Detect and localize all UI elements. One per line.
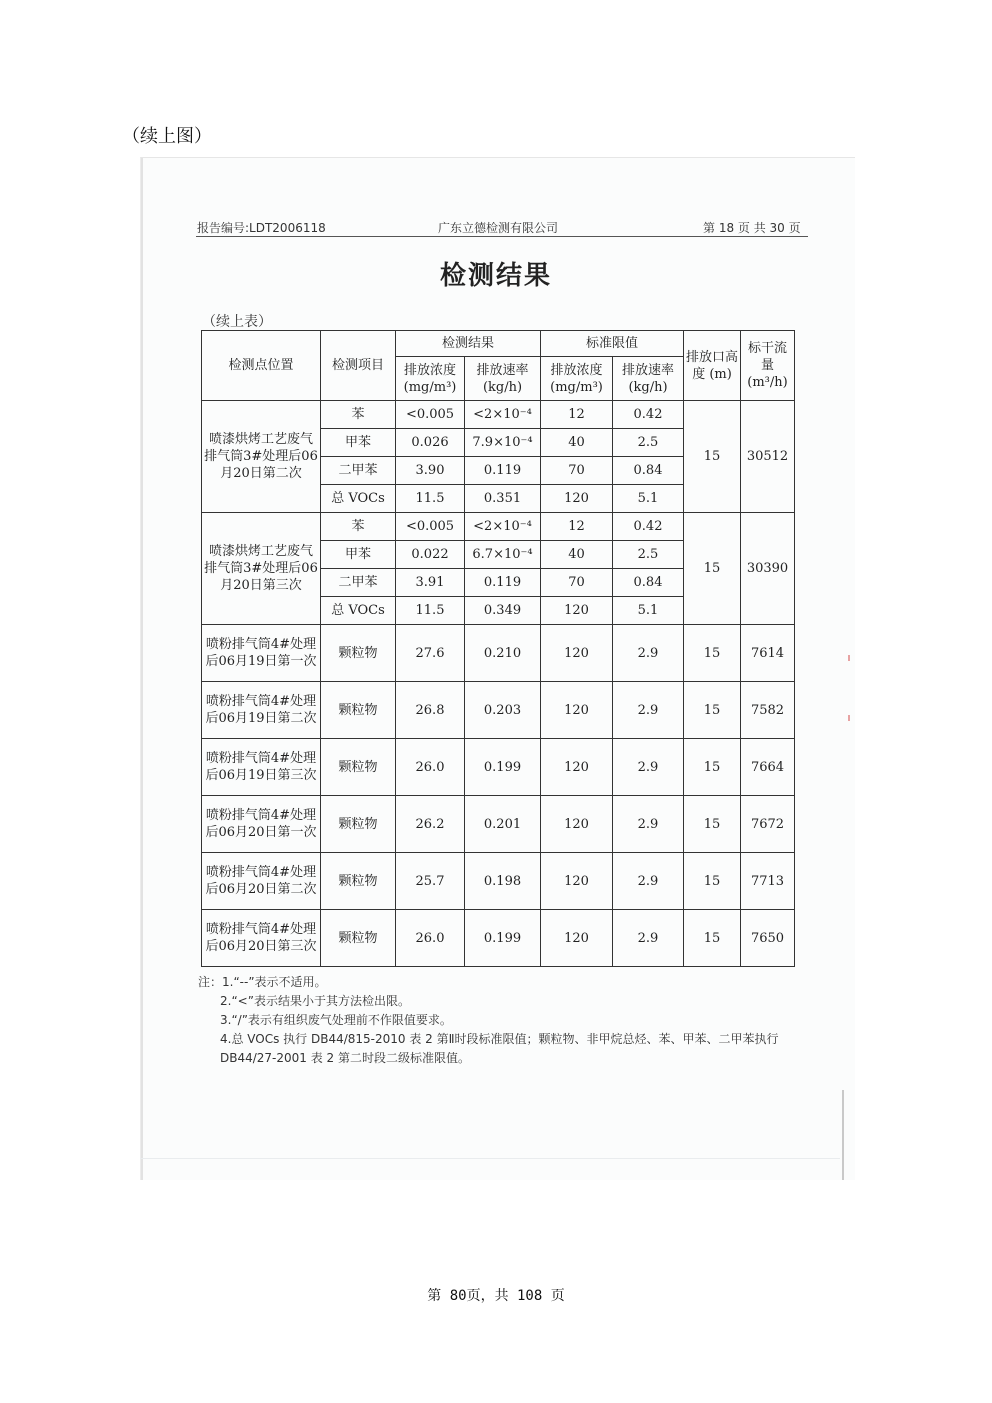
limit-rate-cell: 0.42 (613, 513, 684, 541)
location-cell: 喷粉排气筒4#处理后06月20日第三次 (202, 910, 321, 967)
col-location: 检测点位置 (202, 331, 321, 401)
header-divider (196, 236, 808, 237)
col-item: 检测项目 (321, 331, 396, 401)
table-row (202, 682, 795, 739)
report-number: 报告编号:LDT2006118 (197, 221, 326, 235)
height-cell: 15 (684, 682, 741, 739)
document-title: 检测结果 (439, 261, 552, 291)
rate-cell: 0.119 (465, 569, 541, 597)
item-cell: 颗粒物 (321, 853, 396, 910)
item-cell: 二甲苯 (321, 569, 396, 597)
item-cell: 苯 (321, 401, 396, 429)
flow-cell: 7650 (741, 910, 795, 967)
col-limit-rate: 排放速率 (kg/h) (613, 357, 684, 401)
height-cell: 15 (684, 796, 741, 853)
limit-conc-cell: 70 (541, 569, 613, 597)
item-cell: 颗粒物 (321, 910, 396, 967)
limit-conc-cell: 120 (541, 682, 613, 739)
location-cell: 喷粉排气筒4#处理后06月20日第一次 (202, 796, 321, 853)
item-cell: 甲苯 (321, 429, 396, 457)
limit-conc-cell: 120 (541, 853, 613, 910)
rate-cell: 6.7×10⁻⁴ (465, 541, 541, 569)
rate-cell: 0.119 (465, 457, 541, 485)
conc-cell: <0.005 (396, 513, 465, 541)
rate-cell: 0.201 (465, 796, 541, 853)
item-cell: 颗粒物 (321, 739, 396, 796)
item-cell: 苯 (321, 513, 396, 541)
item-cell: 颗粒物 (321, 625, 396, 682)
conc-cell: 11.5 (396, 485, 465, 513)
conc-cell: 3.90 (396, 457, 465, 485)
table-notes (198, 973, 779, 1068)
limit-conc-cell: 120 (541, 910, 613, 967)
location-cell: 喷漆烘烤工艺废气排气筒3#处理后06月20日第二次 (202, 401, 321, 513)
limit-rate-cell: 2.9 (613, 910, 684, 967)
table-row (202, 401, 795, 429)
conc-cell: 0.022 (396, 541, 465, 569)
table-row (202, 739, 795, 796)
note-3: 3.“/”表示有组织废气处理前不作限值要求。 (220, 1013, 452, 1027)
rate-cell: <2×10⁻⁴ (465, 401, 541, 429)
flow-cell: 7664 (741, 739, 795, 796)
item-cell: 甲苯 (321, 541, 396, 569)
limit-conc-cell: 120 (541, 597, 613, 625)
flow-cell: 7582 (741, 682, 795, 739)
table-row (202, 910, 795, 967)
scan-mark (848, 655, 850, 661)
table-row (202, 625, 795, 682)
location-cell: 喷漆烘烤工艺废气排气筒3#处理后06月20日第三次 (202, 513, 321, 625)
scan-mark (848, 715, 850, 721)
conc-cell: 3.91 (396, 569, 465, 597)
limit-rate-cell: 0.84 (613, 457, 684, 485)
table-row (202, 853, 795, 910)
rate-cell: 7.9×10⁻⁴ (465, 429, 541, 457)
location-cell: 喷粉排气筒4#处理后06月19日第二次 (202, 682, 321, 739)
note-4-continued: DB44/27-2001 表 2 第二时段二级标准限值。 (220, 1051, 471, 1065)
note-4: 4.总 VOCs 执行 DB44/815-2010 表 2 第Ⅱ时段标准限值；颗粒物、非甲烷总烃、苯、甲苯、二甲苯执行 (220, 1032, 779, 1046)
rate-cell: 0.199 (465, 910, 541, 967)
limit-conc-cell: 120 (541, 485, 613, 513)
col-height: 排放口高度 (m) (684, 331, 741, 401)
limit-rate-cell: 5.1 (613, 597, 684, 625)
conc-cell: 26.0 (396, 739, 465, 796)
col-rate: 排放速率 (kg/h) (465, 357, 541, 401)
rate-cell: 0.210 (465, 625, 541, 682)
item-cell: 总 VOCs (321, 597, 396, 625)
conc-cell: 26.2 (396, 796, 465, 853)
flow-cell: 7672 (741, 796, 795, 853)
conc-cell: 0.026 (396, 429, 465, 457)
flow-cell: 30512 (741, 401, 795, 513)
location-cell: 喷粉排气筒4#处理后06月19日第一次 (202, 625, 321, 682)
limit-rate-cell: 0.42 (613, 401, 684, 429)
rate-cell: <2×10⁻⁴ (465, 513, 541, 541)
report-page-info: 第 18 页 共 30 页 (703, 221, 801, 235)
rate-cell: 0.198 (465, 853, 541, 910)
continued-figure-caption: （续上图） (122, 126, 212, 147)
conc-cell: <0.005 (396, 401, 465, 429)
rate-cell: 0.199 (465, 739, 541, 796)
height-cell: 15 (684, 401, 741, 513)
limit-conc-cell: 40 (541, 541, 613, 569)
table-row (202, 796, 795, 853)
limit-conc-cell: 70 (541, 457, 613, 485)
item-cell: 总 VOCs (321, 485, 396, 513)
conc-cell: 26.0 (396, 910, 465, 967)
conc-cell: 25.7 (396, 853, 465, 910)
limit-conc-cell: 120 (541, 796, 613, 853)
col-limit-conc: 排放浓度 (mg/m³) (541, 357, 613, 401)
results-table (201, 330, 795, 967)
flow-cell: 7713 (741, 853, 795, 910)
conc-cell: 26.8 (396, 682, 465, 739)
limit-rate-cell: 0.84 (613, 569, 684, 597)
note-2: 2.“<”表示结果小于其方法检出限。 (220, 994, 410, 1008)
limit-rate-cell: 2.9 (613, 796, 684, 853)
limit-conc-cell: 40 (541, 429, 613, 457)
page-number-footer: 第 80页，共 108 页 (427, 1288, 565, 1304)
limit-rate-cell: 2.9 (613, 853, 684, 910)
conc-cell: 11.5 (396, 597, 465, 625)
item-cell: 颗粒物 (321, 682, 396, 739)
location-cell: 喷粉排气筒4#处理后06月20日第二次 (202, 853, 321, 910)
col-group-results: 检测结果 (396, 331, 541, 357)
rate-cell: 0.351 (465, 485, 541, 513)
col-flow: 标干流量 (m³/h) (741, 331, 795, 401)
height-cell: 15 (684, 513, 741, 625)
continued-table-label: （续上表） (202, 314, 272, 330)
height-cell: 15 (684, 625, 741, 682)
location-cell: 喷粉排气筒4#处理后06月19日第三次 (202, 739, 321, 796)
height-cell: 15 (684, 853, 741, 910)
limit-conc-cell: 12 (541, 401, 613, 429)
note-1: 注：1.“--”表示不适用。 (198, 975, 327, 989)
rate-cell: 0.203 (465, 682, 541, 739)
flow-cell: 30390 (741, 513, 795, 625)
limit-rate-cell: 2.9 (613, 739, 684, 796)
limit-conc-cell: 12 (541, 513, 613, 541)
limit-rate-cell: 2.9 (613, 682, 684, 739)
item-cell: 颗粒物 (321, 796, 396, 853)
item-cell: 二甲苯 (321, 457, 396, 485)
limit-rate-cell: 2.5 (613, 541, 684, 569)
scan-edge (842, 1090, 844, 1180)
limit-rate-cell: 5.1 (613, 485, 684, 513)
limit-rate-cell: 2.9 (613, 625, 684, 682)
company-name: 广东立德检测有限公司 (438, 221, 559, 235)
col-group-limits: 标准限值 (541, 331, 684, 357)
flow-cell: 7614 (741, 625, 795, 682)
limit-conc-cell: 120 (541, 739, 613, 796)
height-cell: 15 (684, 739, 741, 796)
height-cell: 15 (684, 910, 741, 967)
limit-rate-cell: 2.5 (613, 429, 684, 457)
limit-conc-cell: 120 (541, 625, 613, 682)
rate-cell: 0.349 (465, 597, 541, 625)
scan-edge-bottom (140, 1158, 840, 1159)
col-conc: 排放浓度 (mg/m³) (396, 357, 465, 401)
conc-cell: 27.6 (396, 625, 465, 682)
table-row (202, 513, 795, 541)
